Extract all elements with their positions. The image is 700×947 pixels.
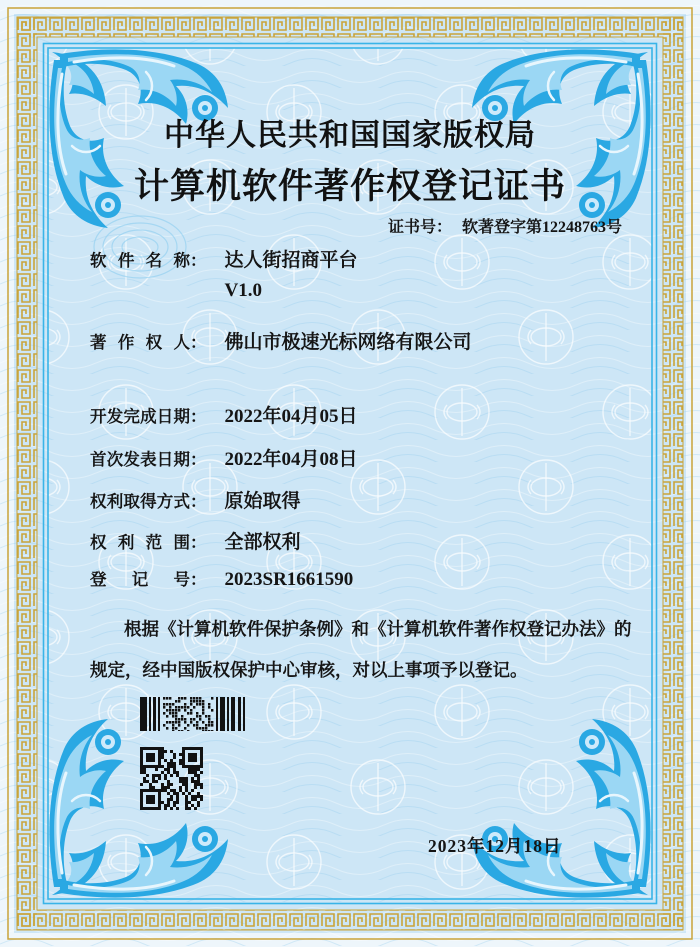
field-label: 登记号 [90,570,190,589]
issue-date: 2023年12月18日 [428,836,562,856]
field-value: 2022年04月05日 [224,406,358,427]
field-copyright-owner: 著作权人 ： 佛山市极速光标网络有限公司 [90,327,472,354]
field-dev-complete-date: 开发完成日期 ： 2022年04月05日 [90,401,358,428]
certificate-number-line [388,214,622,237]
field-value: 佛山市极速光标网络有限公司 [224,332,472,353]
field-label: 权利范围 [90,533,190,552]
field-software-name: 软件名称 ： 达人街招商平台 V1.0 [90,245,358,302]
qr-code-image [140,747,203,810]
barcode-image [140,697,245,731]
field-value: 2022年04月08日 [224,449,358,470]
field-label: 权利取得方式 [90,492,190,511]
field-rights-scope: 权利范围 ： 全部权利 [90,527,301,554]
field-label: 软件名称 [90,251,190,270]
authority-title: 中华人民共和国国家版权局 [164,119,536,152]
certificate-number-value: 软著登字第12248763号 [461,219,622,236]
field-first-publish-date: 首次发表日期 ： 2022年04月08日 [90,444,358,471]
field-label: 著作权人 [90,333,190,352]
registration-statement: 根据《计算机软件保护条例》和《计算机软件著作权登记办法》的规定，经中国版权保护中心审核，对以上事项予以登记。 [90,619,632,680]
software-version: V1.0 [224,280,262,301]
field-rights-acquisition: 权利取得方式 ： 原始取得 [90,486,301,513]
field-value: 全部权利 [224,532,301,553]
field-label: 首次发表日期 [90,450,190,469]
field-value: 原始取得 [224,491,301,512]
field-label: 开发完成日期 [90,407,190,426]
field-value: 2023SR1661590 [224,569,354,590]
certificate-number-label: 证书号： [387,219,452,236]
field-value [225,245,358,302]
certificate-title: 计算机软件著作权登记证书 [133,167,566,206]
field-registration-number: 登记号 ： 2023SR1661590 [90,566,353,591]
software-name: 达人街招商平台 [224,250,358,271]
